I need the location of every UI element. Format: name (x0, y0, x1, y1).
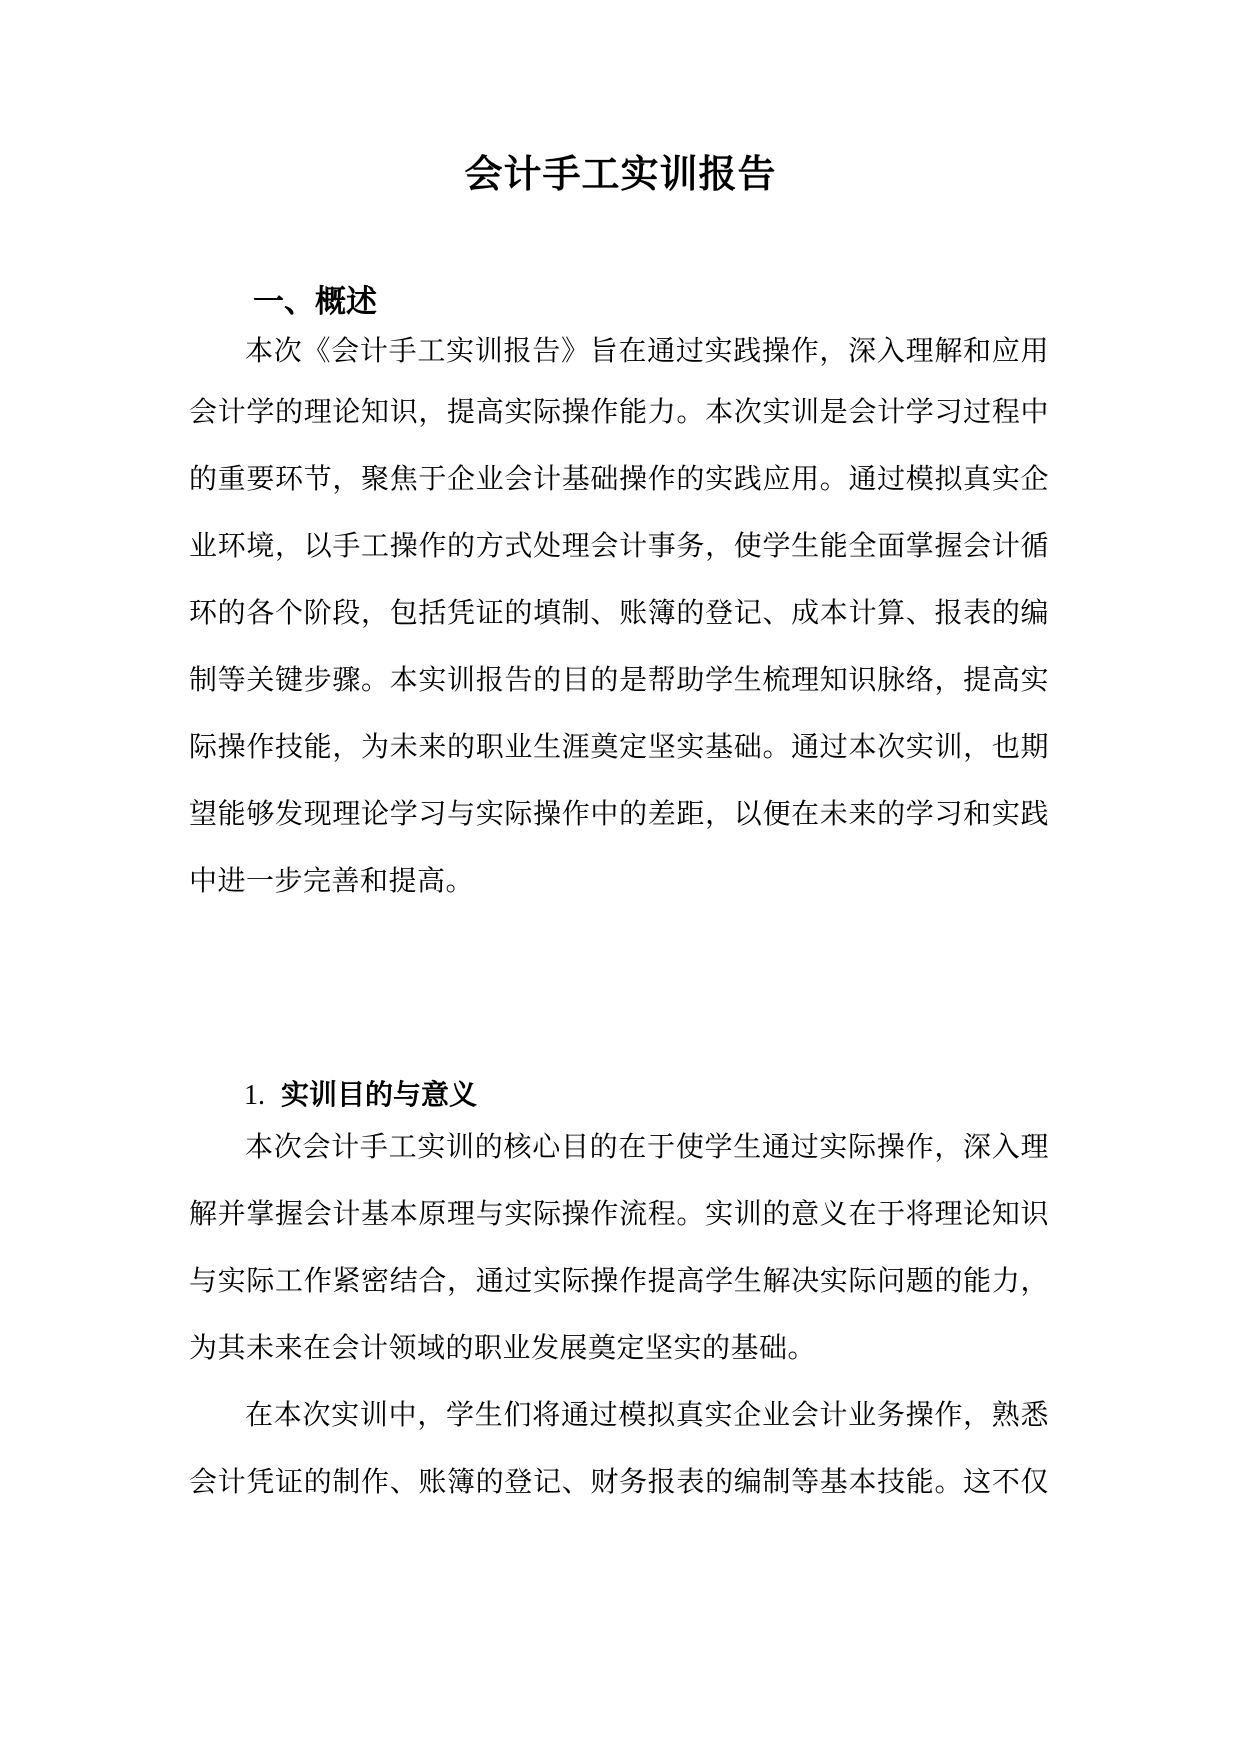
paragraph-line: 本次《会计手工实训报告》旨在通过实践操作，深入理解和应用 (245, 334, 1049, 367)
paragraph-line: 制等关键步骤。本实训报告的目的是帮助学生梳理知识脉络，提高实 (189, 663, 1049, 696)
section-heading-text: 实训目的与意义 (281, 1078, 478, 1111)
paragraph-line: 会计凭证的制作、账簿的登记、财务报表的编制等基本技能。这不仅 (189, 1465, 1049, 1498)
paragraph-line: 望能够发现理论学习与实际操作中的差距，以便在未来的学习和实践 (189, 797, 1049, 830)
document-title: 会计手工实训报告 (464, 152, 777, 196)
section-number: 1. (244, 1080, 265, 1111)
section-heading-purpose (244, 1073, 477, 1118)
section-heading-overview: 一、概述 (253, 284, 377, 320)
paragraph-line: 解并掌握会计基本原理与实际操作流程。实训的意义在于将理论知识 (189, 1197, 1049, 1230)
paragraph-line: 在本次实训中，学生们将通过模拟真实企业会计业务操作，熟悉 (245, 1398, 1049, 1431)
paragraph-line: 业环境，以手工操作的方式处理会计事务，使学生能全面掌握会计循 (189, 529, 1049, 562)
paragraph-line: 与实际工作紧密结合，通过实际操作提高学生解决实际问题的能力， (189, 1264, 1049, 1297)
paragraph-line: 为其未来在会计领域的职业发展奠定坚实的基础。 (189, 1331, 817, 1364)
paragraph-line: 中进一步完善和提高。 (189, 864, 475, 897)
paragraph-line: 的重要环节，聚焦于企业会计基础操作的实践应用。通过模拟真实企 (189, 462, 1049, 495)
paragraph-line: 会计学的理论知识，提高实际操作能力。本次实训是会计学习过程中 (189, 395, 1049, 428)
paragraph-line: 环的各个阶段，包括凭证的填制、账簿的登记、成本计算、报表的编 (189, 596, 1049, 629)
paragraph-line: 际操作技能，为未来的职业生涯奠定坚实基础。通过本次实训，也期 (189, 730, 1049, 763)
paragraph-line: 本次会计手工实训的核心目的在于使学生通过实际操作，深入理 (245, 1130, 1049, 1163)
